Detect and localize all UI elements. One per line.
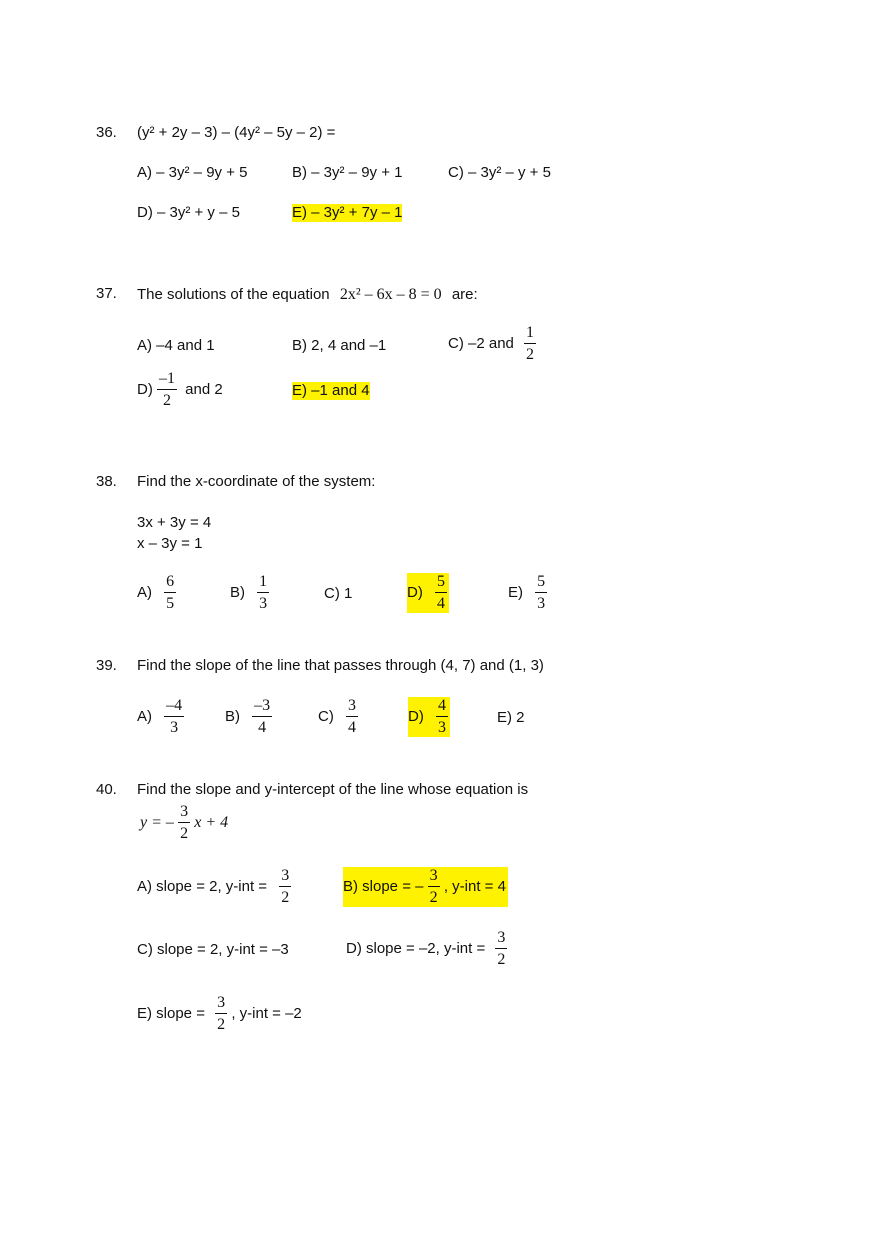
numerator: 3 (178, 803, 190, 823)
equation: 2x² – 6x – 8 = 0 (339, 286, 442, 303)
question-prompt: (y² + 2y – 3) – (4y² – 5y – 2) = (137, 124, 336, 141)
system-equation-1: 3x + 3y = 4 (137, 514, 212, 531)
denominator: 4 (348, 719, 356, 736)
fraction (524, 324, 536, 364)
option-e-highlighted-answer[interactable]: E) –1 and 4 (292, 382, 370, 399)
fraction (164, 697, 184, 737)
option-e[interactable] (137, 994, 302, 1034)
option-label: D) slope = –2, y-int = (346, 939, 486, 957)
fraction (164, 573, 176, 613)
option-label: B) (225, 707, 240, 725)
denominator: 4 (437, 595, 445, 612)
system-equation-2: x – 3y = 1 (137, 535, 203, 552)
option-b[interactable] (225, 697, 272, 737)
option-e-highlighted-answer[interactable]: E) – 3y² + 7y – 1 (292, 204, 403, 221)
denominator: 2 (180, 825, 189, 842)
numerator: 1 (257, 573, 269, 593)
numerator: 5 (435, 573, 447, 593)
option-d[interactable] (346, 929, 507, 969)
option-a[interactable] (137, 573, 176, 613)
option-e[interactable]: E) 2 (497, 709, 525, 726)
option-b[interactable]: B) – 3y² – 9y + 1 (292, 164, 403, 181)
option-c[interactable]: C) 1 (324, 585, 353, 602)
numerator: 3 (215, 994, 227, 1014)
numerator: –3 (252, 697, 272, 717)
option-label: D) (137, 380, 153, 398)
denominator: 3 (537, 595, 546, 612)
option-c[interactable] (318, 697, 358, 737)
fraction (252, 697, 272, 737)
fraction (157, 370, 177, 410)
option-b[interactable]: B) 2, 4 and –1 (292, 337, 387, 354)
option-label: E) (508, 583, 523, 601)
denominator: 2 (163, 392, 171, 409)
numerator: 5 (535, 573, 547, 593)
option-label: E) slope = (137, 1004, 205, 1022)
denominator: 2 (217, 1016, 226, 1033)
numerator: 4 (436, 697, 448, 717)
fraction (535, 573, 547, 613)
numerator: –4 (164, 697, 184, 717)
option-suffix: , y-int = 4 (443, 877, 506, 895)
option-suffix: , y-int = –2 (231, 1004, 302, 1022)
question-number: 36. (96, 124, 117, 141)
question-number: 40. (96, 781, 117, 798)
option-d-highlighted-answer[interactable] (408, 697, 450, 737)
option-label: D) (408, 707, 424, 725)
option-label: A) slope = 2, y-int = (137, 877, 268, 895)
option-c[interactable]: C) slope = 2, y-int = –3 (137, 941, 289, 958)
option-d[interactable]: D) – 3y² + y – 5 (137, 204, 240, 221)
denominator: 4 (258, 719, 267, 736)
option-a[interactable]: A) –4 and 1 (137, 337, 215, 354)
denominator: 5 (166, 595, 175, 612)
option-b[interactable] (230, 573, 269, 613)
question-prompt (137, 286, 478, 304)
fraction (279, 867, 291, 907)
option-label: C) –2 and (448, 334, 514, 352)
option-d-highlighted-answer[interactable] (407, 573, 449, 613)
numerator: 6 (164, 573, 176, 593)
option-a[interactable] (137, 867, 291, 907)
denominator: 3 (170, 719, 179, 736)
option-label: C) (318, 707, 334, 725)
equation-right: x + 4 (194, 813, 229, 831)
fraction (428, 867, 440, 907)
option-e[interactable] (508, 573, 547, 613)
fraction (178, 803, 190, 843)
fraction (257, 573, 269, 613)
fraction (346, 697, 358, 737)
option-suffix: and 2 (185, 380, 223, 398)
prompt-suffix: are: (451, 286, 478, 303)
denominator: 2 (526, 346, 535, 363)
question-prompt: Find the slope and y-intercept of the line whose equation is (137, 781, 529, 798)
option-label: B) (230, 583, 245, 601)
denominator: 2 (429, 889, 438, 906)
denominator: 2 (281, 889, 290, 906)
denominator: 3 (259, 595, 268, 612)
option-label: A) (137, 707, 152, 725)
numerator: –1 (157, 370, 177, 390)
option-a[interactable]: A) – 3y² – 9y + 5 (137, 164, 248, 181)
option-c[interactable]: C) – 3y² – y + 5 (448, 164, 551, 181)
option-c[interactable] (448, 324, 536, 364)
numerator: 3 (495, 929, 507, 949)
fraction (215, 994, 227, 1034)
numerator: 3 (428, 867, 440, 887)
question-prompt: Find the x-coordinate of the system: (137, 473, 376, 490)
fraction (435, 573, 447, 613)
question-prompt: Find the slope of the line that passes through (4, 7) and (1, 3) (137, 657, 544, 674)
line-equation (140, 803, 228, 843)
prompt-prefix: The solutions of the equation (137, 286, 330, 303)
numerator: 3 (346, 697, 358, 717)
question-number: 39. (96, 657, 117, 674)
denominator: 3 (438, 719, 446, 736)
denominator: 2 (497, 951, 506, 968)
option-label: B) slope = – (343, 877, 424, 895)
fraction (436, 697, 448, 737)
numerator: 1 (524, 324, 536, 344)
numerator: 3 (279, 867, 291, 887)
option-d[interactable] (137, 370, 223, 410)
option-label: A) (137, 583, 152, 601)
option-b-highlighted-answer[interactable] (343, 867, 508, 907)
equation-left: y = – (140, 813, 174, 831)
question-number: 38. (96, 473, 117, 490)
option-a[interactable] (137, 697, 184, 737)
question-number: 37. (96, 285, 117, 302)
option-label: D) (407, 583, 423, 601)
fraction (495, 929, 507, 969)
